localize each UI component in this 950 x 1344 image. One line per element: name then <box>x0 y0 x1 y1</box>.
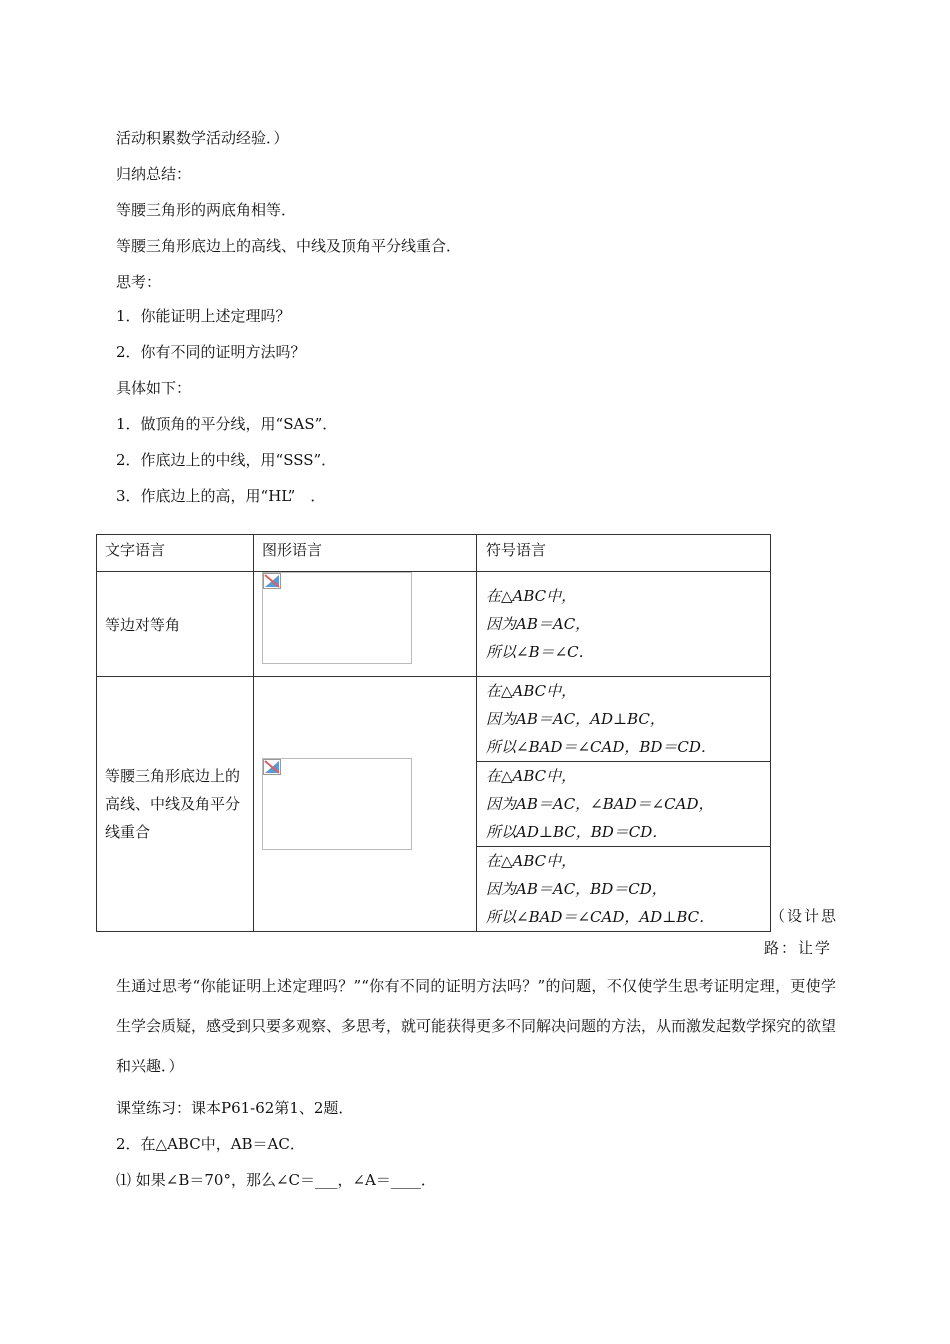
broken-image-placeholder <box>262 572 412 664</box>
line-4: 思考： <box>116 273 162 291</box>
line-2: 等腰三角形的两底角相等． <box>116 201 297 219</box>
symbol-line: 因为AB＝AC，∠BAD＝∠CAD， <box>486 795 714 813</box>
symbol-line: 在△ABC中， <box>486 852 577 870</box>
comparison-table <box>96 534 771 932</box>
side-note-1: （设计思 <box>770 907 839 925</box>
row2-text: 等腰三角形底边上的高线、中线及角平分线重合 <box>97 677 254 932</box>
row2-symbol-a <box>477 677 771 762</box>
row2-symbol-c <box>477 847 771 932</box>
line-3: 等腰三角形底边上的高线、中线及顶角平分线重合． <box>116 237 462 255</box>
table-row <box>97 677 771 762</box>
symbol-line: 因为AB＝AC，AD⊥BC， <box>486 710 665 728</box>
line-7: 具体如下： <box>116 379 192 397</box>
row1-figure <box>254 572 477 677</box>
row2-symbol-b <box>477 762 771 847</box>
header-symbol-lang: 符号语言 <box>477 535 771 572</box>
symbol-line: 因为AB＝AC， <box>486 615 591 633</box>
symbol-line: 所以AD⊥BC，BD＝CD． <box>486 823 668 841</box>
symbol-line: 在△ABC中， <box>486 682 577 700</box>
symbol-line: 所以∠BAD＝∠CAD，BD＝CD． <box>486 738 716 756</box>
side-note-2: 路：让学 <box>764 939 833 957</box>
line-5: 1．你能证明上述定理吗？ <box>116 307 291 325</box>
symbol-line: 在△ABC中， <box>486 767 577 785</box>
broken-image-icon <box>263 759 281 775</box>
header-text-lang: 文字语言 <box>97 535 254 572</box>
symbol-line: 在△ABC中， <box>486 587 577 605</box>
design-paragraph: 生通过思考“你能证明上述定理吗？”“你有不同的证明方法吗？”的问题，不仅使学生思考证明定理，更使学生学会质疑，感受到只要多观察、多思考，就可能获得更多不同解决问题的方法，从而激发起数学探究的欲望和兴趣．） <box>116 977 837 1075</box>
row1-text: 等边对等角 <box>97 572 254 677</box>
table-header-row <box>97 535 771 572</box>
symbol-line: 所以∠B＝∠C． <box>486 643 594 661</box>
line-0: 活动积累数学活动经验．） <box>116 129 289 147</box>
line-9: 2．作底边上的中线，用“SSS”． <box>116 451 337 469</box>
row2-figure <box>254 677 477 932</box>
line-8: 1．做顶角的平分线，用“SAS”． <box>116 415 338 433</box>
table-row <box>97 572 771 677</box>
question-2: 2．在△ABC中，AB＝AC． <box>116 1135 305 1153</box>
line-6: 2．你有不同的证明方法吗？ <box>116 343 306 361</box>
symbol-line: 因为AB＝AC，BD＝CD， <box>486 880 667 898</box>
row1-symbol <box>477 572 771 677</box>
header-figure-lang: 图形语言 <box>254 535 477 572</box>
practice-line: 课堂练习：课本P61-62第1、2题． <box>116 1099 354 1117</box>
broken-image-icon <box>263 573 281 589</box>
question-2-part-1: ⑴ 如果∠B＝70°，那么∠C＝___，∠A＝____． <box>116 1171 436 1189</box>
broken-image-placeholder <box>262 758 412 850</box>
line-1: 归纳总结： <box>116 165 192 183</box>
symbol-line: 所以∠BAD＝∠CAD，AD⊥BC． <box>486 908 715 926</box>
line-10: 3．作底边上的高，用“HL” ． <box>116 487 326 505</box>
